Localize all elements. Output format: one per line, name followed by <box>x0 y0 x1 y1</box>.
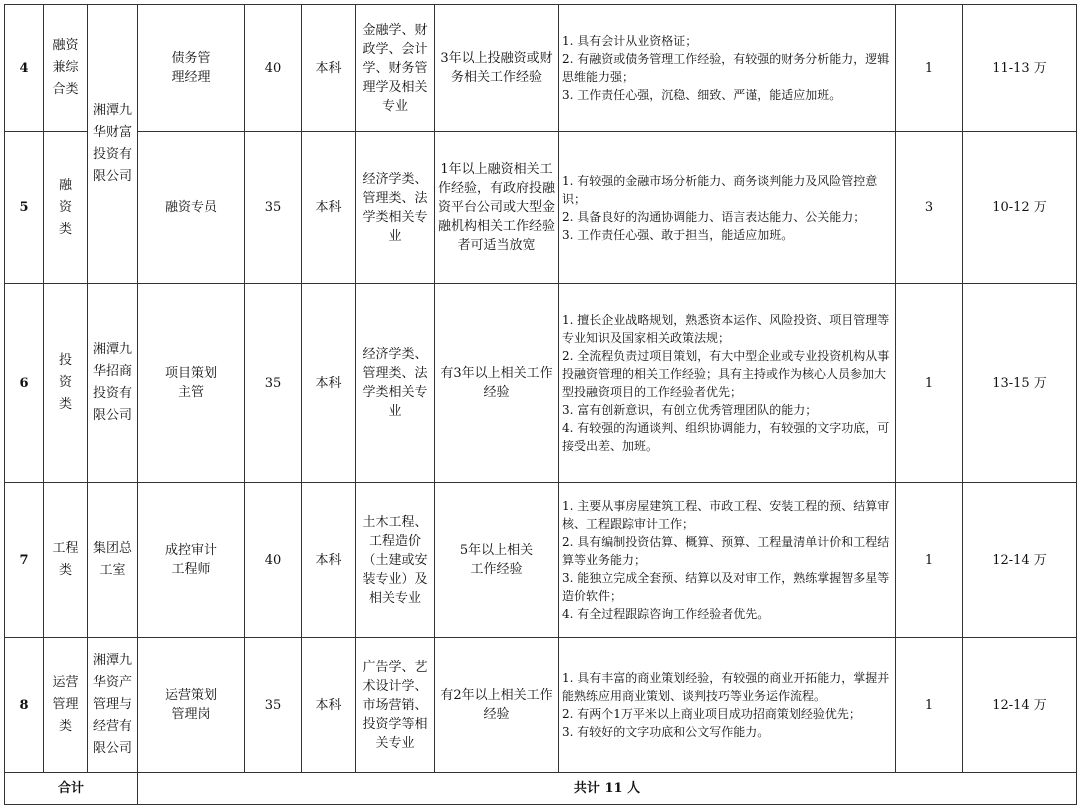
category-cell: 融资兼综合类 <box>44 5 88 132</box>
experience-cell: 3年以上投融资或财务相关工作经验 <box>435 5 559 132</box>
requirement-item: 1. 主要从事房屋建筑工程、市政工程、安装工程的预、结算审核、工程跟踪审计工作； <box>562 499 890 531</box>
company-cell: 湘潭九华资产管理与经营有限公司 <box>88 638 138 773</box>
requirement-item: 1. 具有会计从业资格证； <box>562 34 698 48</box>
position-cell: 债务管理经理 <box>138 5 245 132</box>
requirement-item: 3. 能独立完成全套预、结算以及对审工作，熟练掌握智多星等造价软件； <box>562 571 890 603</box>
requirement-item: 2. 全流程负责过项目策划，有大中型企业或专业投资机构从事投融资管理的相关工作经验；具有主持或作为核心人员参加大型投融资项目的工作经验者优先； <box>562 349 890 399</box>
headcount-cell: 1 <box>896 284 963 483</box>
education-cell: 本科 <box>302 483 356 638</box>
requirement-item: 3. 工作责任心强、敢于担当，能适应加班。 <box>562 227 794 242</box>
age-cell: 35 <box>245 284 302 483</box>
education-cell: 本科 <box>302 5 356 132</box>
table-row <box>5 284 1077 483</box>
position-cell: 融资专员 <box>138 132 245 284</box>
table-row <box>5 638 1077 773</box>
salary-cell: 11-13 万 <box>963 5 1077 132</box>
requirement-item: 1. 具有丰富的商业策划经验，有较强的商业开拓能力，掌握并能熟练应用商业策划、谈判技巧等业务运作流程。 <box>562 671 890 703</box>
major-cell: 经济学类、管理类、法学类相关专业 <box>356 132 435 284</box>
position-cell: 项目策划主管 <box>138 284 245 483</box>
total-row <box>5 773 1077 805</box>
requirement-item: 1. 有较强的金融市场分析能力、商务谈判能力及风险管控意识； <box>562 173 878 206</box>
salary-cell: 12-14 万 <box>963 638 1077 773</box>
major-cell: 土木工程、工程造价（土建或安装专业）及相关专业 <box>356 483 435 638</box>
major-cell: 广告学、艺术设计学、市场营销、投资学等相关专业 <box>356 638 435 773</box>
salary-cell: 13-15 万 <box>963 284 1077 483</box>
row-number: 8 <box>5 638 44 773</box>
requirements-cell <box>559 284 896 483</box>
row-number: 7 <box>5 483 44 638</box>
company-cell: 湘潭九华招商投资有限公司 <box>88 284 138 483</box>
experience-cell: 5年以上相关工作经验 <box>435 483 559 638</box>
experience-cell: 有2年以上相关工作经验 <box>435 638 559 773</box>
row-number: 6 <box>5 284 44 483</box>
requirement-item: 2. 有融资或债务管理工作经验，有较强的财务分析能力，逻辑思维能力强； <box>562 52 890 84</box>
total-label: 合计 <box>5 773 138 805</box>
requirements-cell <box>559 483 896 638</box>
company-cell: 集团总工室 <box>88 483 138 638</box>
major-cell: 经济学类、管理类、法学类相关专业 <box>356 284 435 483</box>
requirement-item: 4. 有较强的沟通谈判、组织协调能力，有较强的文字功底，可接受出差、加班。 <box>562 421 890 453</box>
requirement-item: 1. 擅长企业战略规划，熟悉资本运作、风险投资、项目管理等专业知识及国家相关政策法规； <box>562 313 890 345</box>
category-cell: 运营管理类 <box>44 638 88 773</box>
requirements-cell <box>559 5 896 132</box>
position-cell: 运营策划管理岗 <box>138 638 245 773</box>
requirements-cell <box>559 132 896 284</box>
table-row <box>5 483 1077 638</box>
requirements-cell <box>559 638 896 773</box>
requirement-item: 3. 工作责任心强，沉稳、细致、严谨，能适应加班。 <box>562 88 842 102</box>
position-cell: 成控审计工程师 <box>138 483 245 638</box>
headcount-cell: 1 <box>896 638 963 773</box>
row-number: 4 <box>5 5 44 132</box>
experience-cell: 有3年以上相关工作经验 <box>435 284 559 483</box>
education-cell: 本科 <box>302 132 356 284</box>
table-row <box>5 132 1077 284</box>
education-cell: 本科 <box>302 638 356 773</box>
age-cell: 40 <box>245 5 302 132</box>
age-cell: 35 <box>245 132 302 284</box>
row-number: 5 <box>5 132 44 284</box>
age-cell: 40 <box>245 483 302 638</box>
headcount-cell: 3 <box>896 132 963 284</box>
education-cell: 本科 <box>302 284 356 483</box>
major-cell: 金融学、财政学、会计学、财务管理学及相关专业 <box>356 5 435 132</box>
category-cell: 融资类 <box>44 132 88 284</box>
category-cell: 投资类 <box>44 284 88 483</box>
headcount-cell: 1 <box>896 5 963 132</box>
total-value: 共计 11 人 <box>138 773 1077 805</box>
requirement-item: 2. 具有编制投资估算、概算、预算、工程量清单计价和工程结算等业务能力； <box>562 535 890 567</box>
company-cell: 湘潭九华财富投资有限公司 <box>88 5 138 284</box>
requirement-item: 3. 有较好的文字功底和公文写作能力。 <box>562 725 770 739</box>
recruitment-table <box>4 4 1077 805</box>
category-cell: 工程类 <box>44 483 88 638</box>
requirement-item: 4. 有全过程跟踪咨询工作经验者优先。 <box>562 607 770 621</box>
experience-cell: 1年以上融资相关工作经验，有政府投融资平台公司或大型金融机构相关工作经验者可适当放宽 <box>435 132 559 284</box>
requirement-item: 3. 富有创新意识，有创立优秀管理团队的能力； <box>562 403 818 417</box>
requirement-item: 2. 具备良好的沟通协调能力、语言表达能力、公关能力； <box>562 209 866 224</box>
salary-cell: 10-12 万 <box>963 132 1077 284</box>
requirement-item: 2. 有两个1万平米以上商业项目成功招商策划经验优先； <box>562 707 861 721</box>
headcount-cell: 1 <box>896 483 963 638</box>
salary-cell: 12-14 万 <box>963 483 1077 638</box>
age-cell: 35 <box>245 638 302 773</box>
table-row <box>5 5 1077 132</box>
